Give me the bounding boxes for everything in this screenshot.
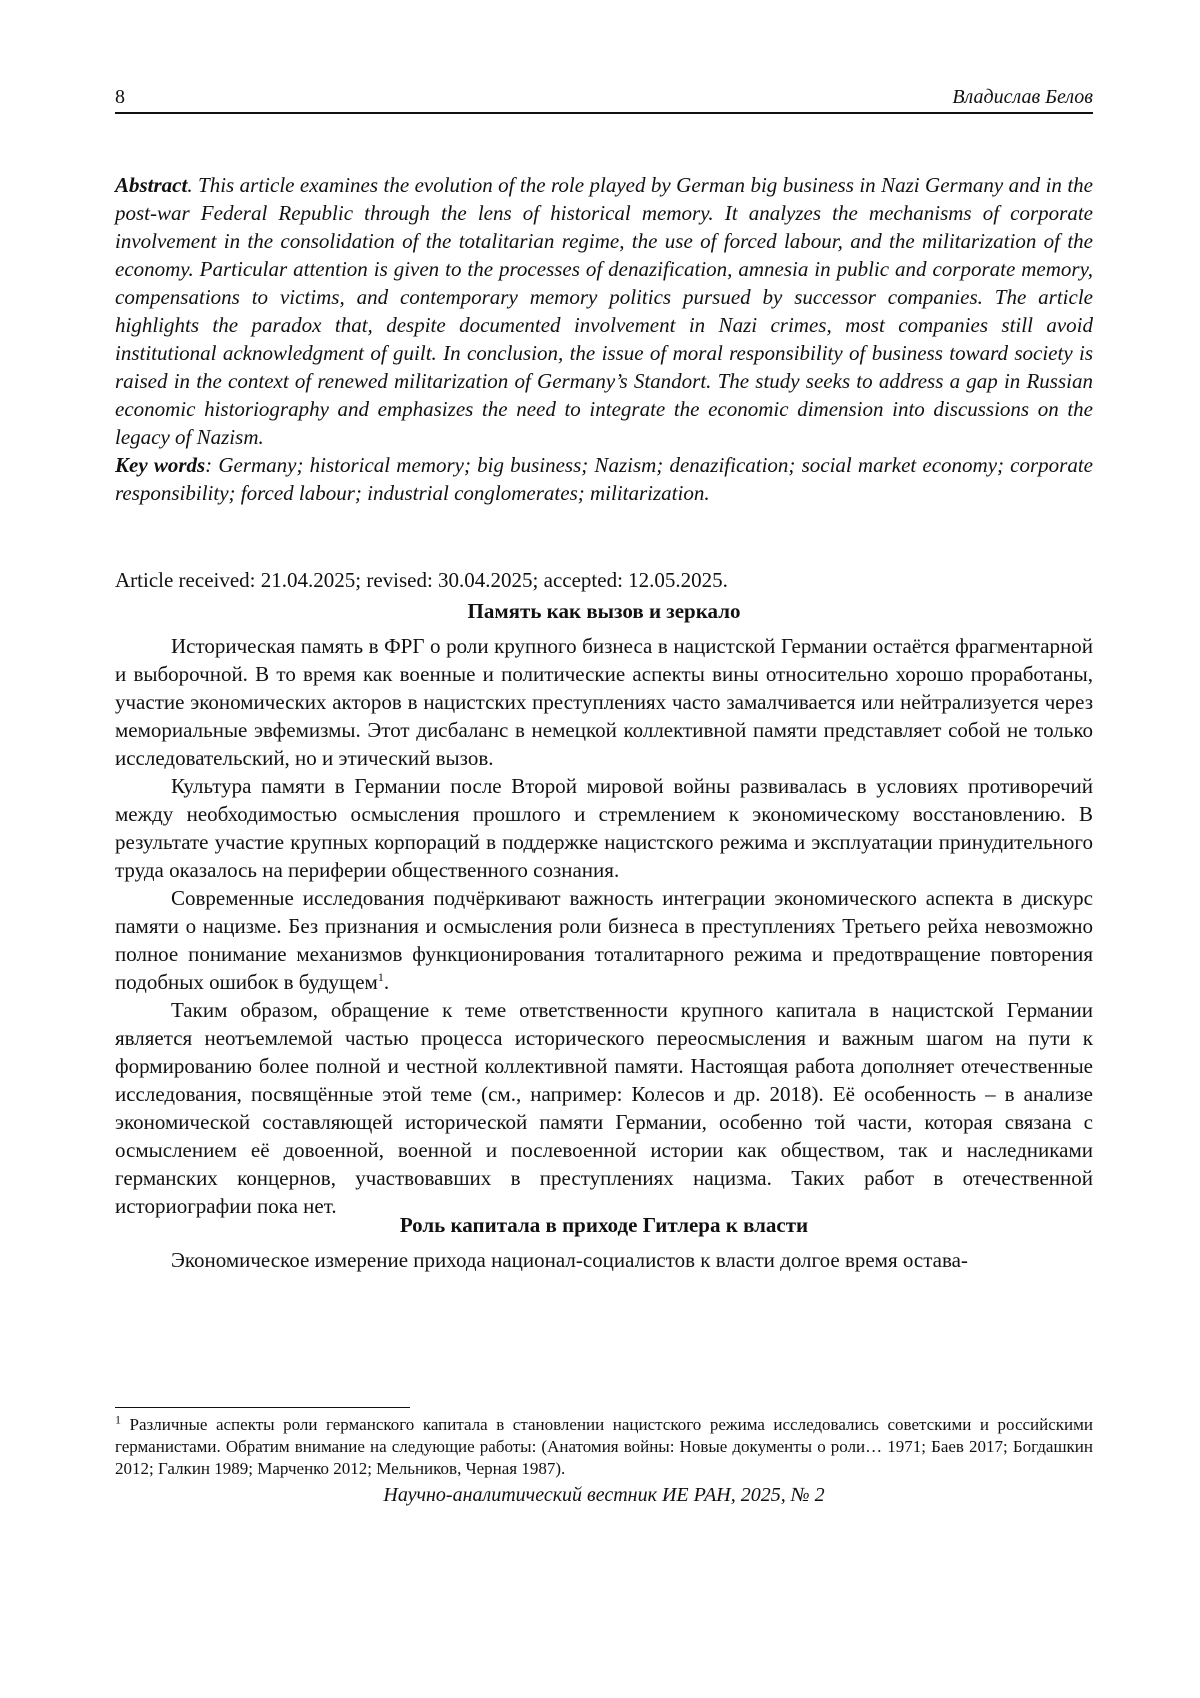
body-paragraph: Историческая память в ФРГ о роли крупного бизнеса в нацистской Германии остаётся фрагментарной и выборочной. В то время как военные и политические аспекты вины относительно хорошо проработаны, участие экономических акторов в нацистских преступлениях часто замалчивается или нейтрализуется через мемориальные эвфемизмы. Этот дисбаланс в немецкой коллективной памяти представляет собой не только исследовательский, но и этический вызов. xyxy=(115,634,1093,770)
body-paragraph: Культура памяти в Германии после Второй мировой войны развивалась в условиях противоречий между необходимостью осмысления прошлого и стремлением к экономическому восстановлению. В результате участие крупных корпораций в поддержке нацистского режима и эксплуатации принудительного труда оказалось на периферии общественного сознания. xyxy=(115,774,1093,882)
running-author: Владислав Белов xyxy=(952,86,1093,108)
page-number: 8 xyxy=(115,86,125,108)
section-capital-body xyxy=(115,1246,1093,1274)
keywords-label: Key words xyxy=(115,453,206,477)
abstract-text: . This article examines the evolution of the role played by German big business in Nazi Germany and in the post-war Federal Republic through the lens of historical memory. It analyzes the mechanisms of corporate involvement in the consolidation of the totalitarian regime, the use of forced labour, and the militarization of the economy. Particular attention is given to the processes of denazification, amnesia in public and corporate memory, compensations to victims, and contemporary memory politics pursued by successor companies. The article highlights the paradox that, despite documented involvement in Nazi crimes, most companies still avoid institutional acknowledgment of guilt. In conclusion, the issue of moral responsibility of business toward society is raised in the context of renewed militarization of Germany’s Standort. The study seeks to address a gap in Russian economic historiography and emphasizes the need to integrate the economic dimension into discussions on the legacy of Nazism. xyxy=(115,173,1093,449)
article-dates: Article received: 21.04.2025; revised: 30.04.2025; accepted: 12.05.2025. xyxy=(115,568,728,592)
footnote-separator xyxy=(115,1407,410,1408)
footnote-text: Различные аспекты роли германского капитала в становлении нацистского режима исследовались советскими и российскими германистами. Обратим внимание на следующие работы: (Анатомия войны: Новые документы о роли… 1971; Баев 2017; Богдашкин 2012; Галкин 1989; Марченко 2012; Мельников, Черная 1987). xyxy=(115,1415,1093,1478)
footnote-number: 1 xyxy=(115,1412,121,1427)
body-paragraph xyxy=(115,884,1093,996)
body-paragraph: Таким образом, обращение к теме ответственности крупного капитала в нацистской Германии является неотъемлемой частью процесса исторического переосмысления и важным шагом на пути к формированию более полной и честной коллективной памяти. Настоящая работа дополняет отечественные исследования, посвящённые этой теме (см., например: Колесов и др. 2018). Её особенность – в анализе экономической составляющей исторической памяти Германии, особенно той части, которая связана с осмыслением её довоенной, военной и послевоенной истории как обществом, так и наследниками германских концернов, участвовавших в преступлениях нацизма. Таких работ в отечественной историографии пока нет. xyxy=(115,998,1093,1218)
abstract-label: Abstract xyxy=(115,173,188,197)
keywords-paragraph xyxy=(115,451,1093,507)
keywords-text: : Germany; historical memory; big business; Nazism; denazification; social market economy; corporate responsibility; forced labour; industrial conglomerates; militarization. xyxy=(115,453,1094,505)
running-header xyxy=(115,82,1093,114)
journal-footer: Научно-аналитический вестник ИЕ РАН, 2025, № 2 xyxy=(383,1484,825,1506)
section-heading-memory: Память как вызов и зеркало xyxy=(467,599,741,623)
paragraph-end-punct: . xyxy=(383,970,390,994)
footnote-reference[interactable]: 1 xyxy=(377,970,384,984)
footnote xyxy=(115,1414,1093,1480)
section-memory-body xyxy=(115,632,1093,1220)
abstract-block xyxy=(115,171,1093,507)
body-paragraph: Экономическое измерение прихода национал-социалистов к власти долгое время остава- xyxy=(171,1248,968,1272)
body-paragraph-text: Современные исследования подчёркивают важность интеграции экономического аспекта в дискурс памяти о нацизме. Без признания и осмысления роли бизнеса в преступлениях Третьего рейха невозможно полное понимание механизмов функционирования тоталитарного режима и предотвращение повторения подобных ошибок в будущем xyxy=(115,886,1093,994)
abstract-paragraph xyxy=(115,171,1093,451)
section-heading-capital: Роль капитала в приходе Гитлера к власти xyxy=(399,1213,809,1237)
